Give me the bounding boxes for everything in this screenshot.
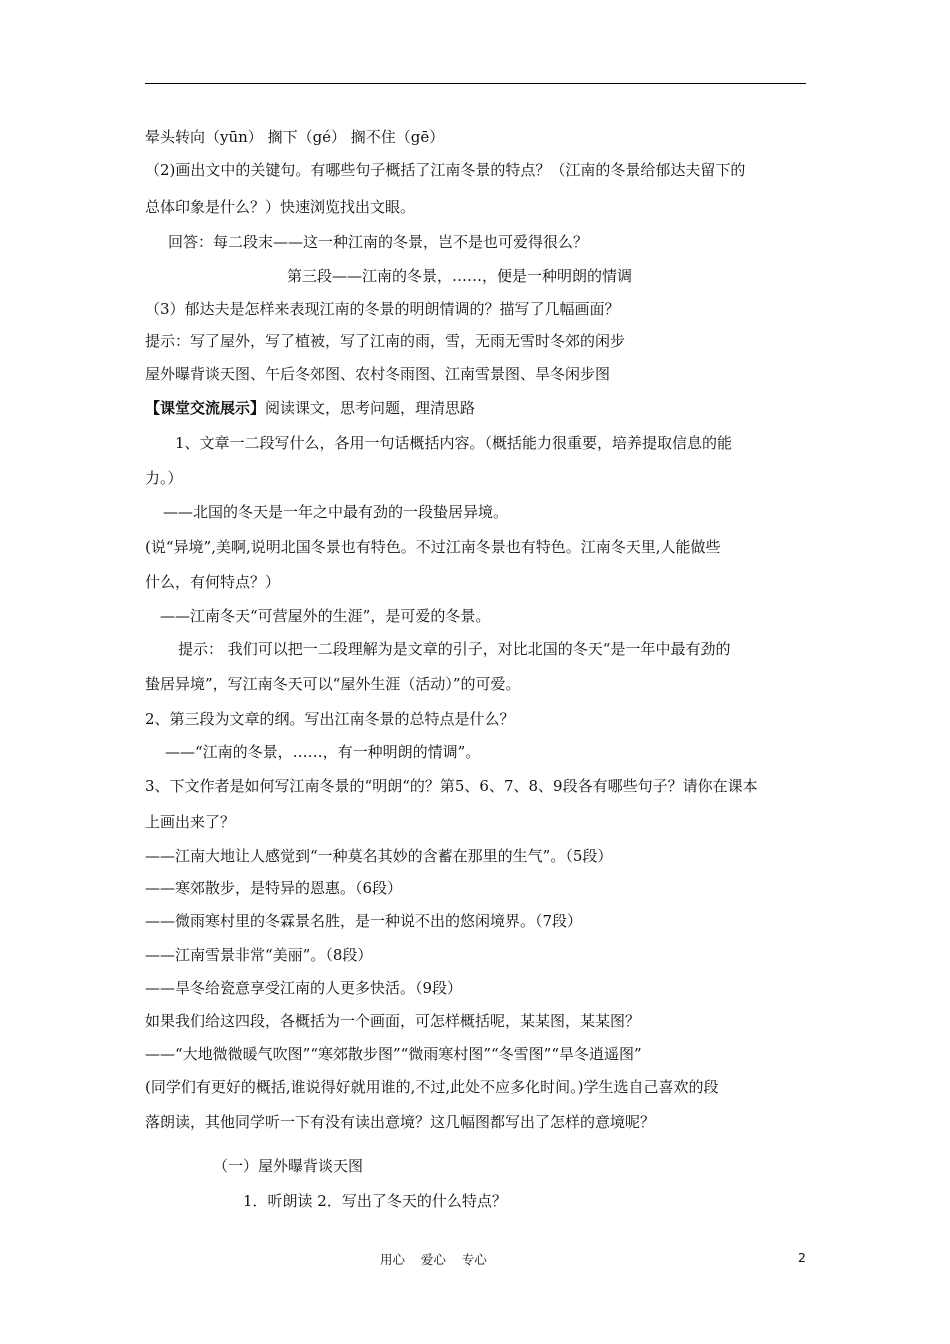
text-line: （2)画出文中的关键句。有哪些句子概括了江南冬景的特点？（江南的冬景给郁达夫留下的 (145, 161, 746, 179)
text-line: 2、第三段为文章的纲。写出江南冬景的总特点是什么？ (145, 710, 515, 728)
text-line: ——旱冬给瓷意享受江南的人更多快活。（9段） (145, 979, 463, 997)
text-line: 第三段——江南的冬景，……，便是一种明朗的情调 (287, 267, 633, 285)
text-line: ——“江南的冬景，……，有一种明朗的情调”。 (165, 743, 481, 761)
text-line: 1、文章一二段写什么，各用一句话概括内容。（概括能力很重要，培养提取信息的能 (175, 434, 733, 452)
text-line: ——“大地微微暖气吹图”“寒郊散步图”“微雨寒村图”“冬雪图”“旱冬逍遥图” (145, 1045, 642, 1063)
text-line: 晕头转向（yūn） 搁下（gé） 搁不住（gē） (145, 128, 445, 146)
text-line: ——寒郊散步，是特异的恩惠。（6段） (145, 879, 403, 897)
text-line: 如果我们给这四段，各概括为一个画面，可怎样概括呢，某某图，某某图？ (145, 1012, 641, 1030)
text-line: (同学们有更好的概括,谁说得好就用谁的,不过,此处不应多化时间。)学生选自己喜欢的段 (145, 1078, 719, 1096)
text-line: （3）郁达夫是怎样来表现江南的冬景的明朗情调的？描写了几幅画面？ (145, 300, 620, 318)
text-line: 提示：写了屋外，写了植被，写了江南的雨，雪，无雨无雪时冬郊的闲步 (145, 332, 626, 350)
text-line: 1．听朗读 2．写出了冬天的什么特点？ (243, 1192, 507, 1210)
text-line: 回答：每二段末——这一种江南的冬景，岂不是也可爱得很么？ (168, 233, 589, 251)
text-line: （一）屋外曝背谈天图 (213, 1157, 364, 1175)
text-line: 总体印象是什么？）快速浏览找出文眼。 (145, 198, 416, 216)
text-line: 屋外曝背谈天图、午后冬郊图、农村冬雨图、江南雪景图、旱冬闲步图 (145, 365, 611, 383)
text-line: ——江南冬天“可营屋外的生涯”，是可爱的冬景。 (160, 607, 491, 625)
text-line: ——微雨寒村里的冬霖景名胜，是一种说不出的悠闲境界。（7段） (145, 912, 583, 930)
text-line: 落朗读，其他同学听一下有没有读出意境？这几幅图都写出了怎样的意境呢？ (145, 1113, 656, 1131)
section-heading: 【课堂交流展示】 (145, 399, 266, 417)
text-line: 什么，有何特点？） (145, 573, 281, 591)
text-line: 提示： 我们可以把一二段理解为是文章的引子，对比北国的冬天“是一年中最有劲的 (178, 640, 731, 658)
text-line: 力。） (145, 469, 183, 487)
page-number: 2 (798, 1250, 806, 1265)
text-line: 蛰居异境”，写江南冬天可以“屋外生涯（活动）”的可爱。 (145, 675, 521, 693)
text-line: 3、下文作者是如何写江南冬景的“明朗“的？第5、6、7、8、9段各有哪些句子？请你在课本 (145, 777, 758, 795)
section-instruction: 阅读课文，思考问题，理清思路 (265, 399, 476, 417)
header-rule (145, 83, 806, 84)
text-line: ——江南雪景非常“美丽”。（8段） (145, 946, 373, 964)
text-line (145, 398, 475, 418)
text-line: ——江南大地让人感觉到“一种莫名其妙的含蓄在那里的生气”。（5段） (145, 847, 613, 865)
footer-motto: 用心 爱心 专心 (380, 1252, 487, 1267)
text-line: 上画出来了？ (145, 813, 236, 831)
text-line: (说“异境”,美啊,说明北国冬景也有特色。不过江南冬景也有特色。江南冬天里,人能做些 (145, 538, 721, 556)
text-line: ——北国的冬天是一年之中最有劲的一段蛰居异境。 (163, 503, 509, 521)
